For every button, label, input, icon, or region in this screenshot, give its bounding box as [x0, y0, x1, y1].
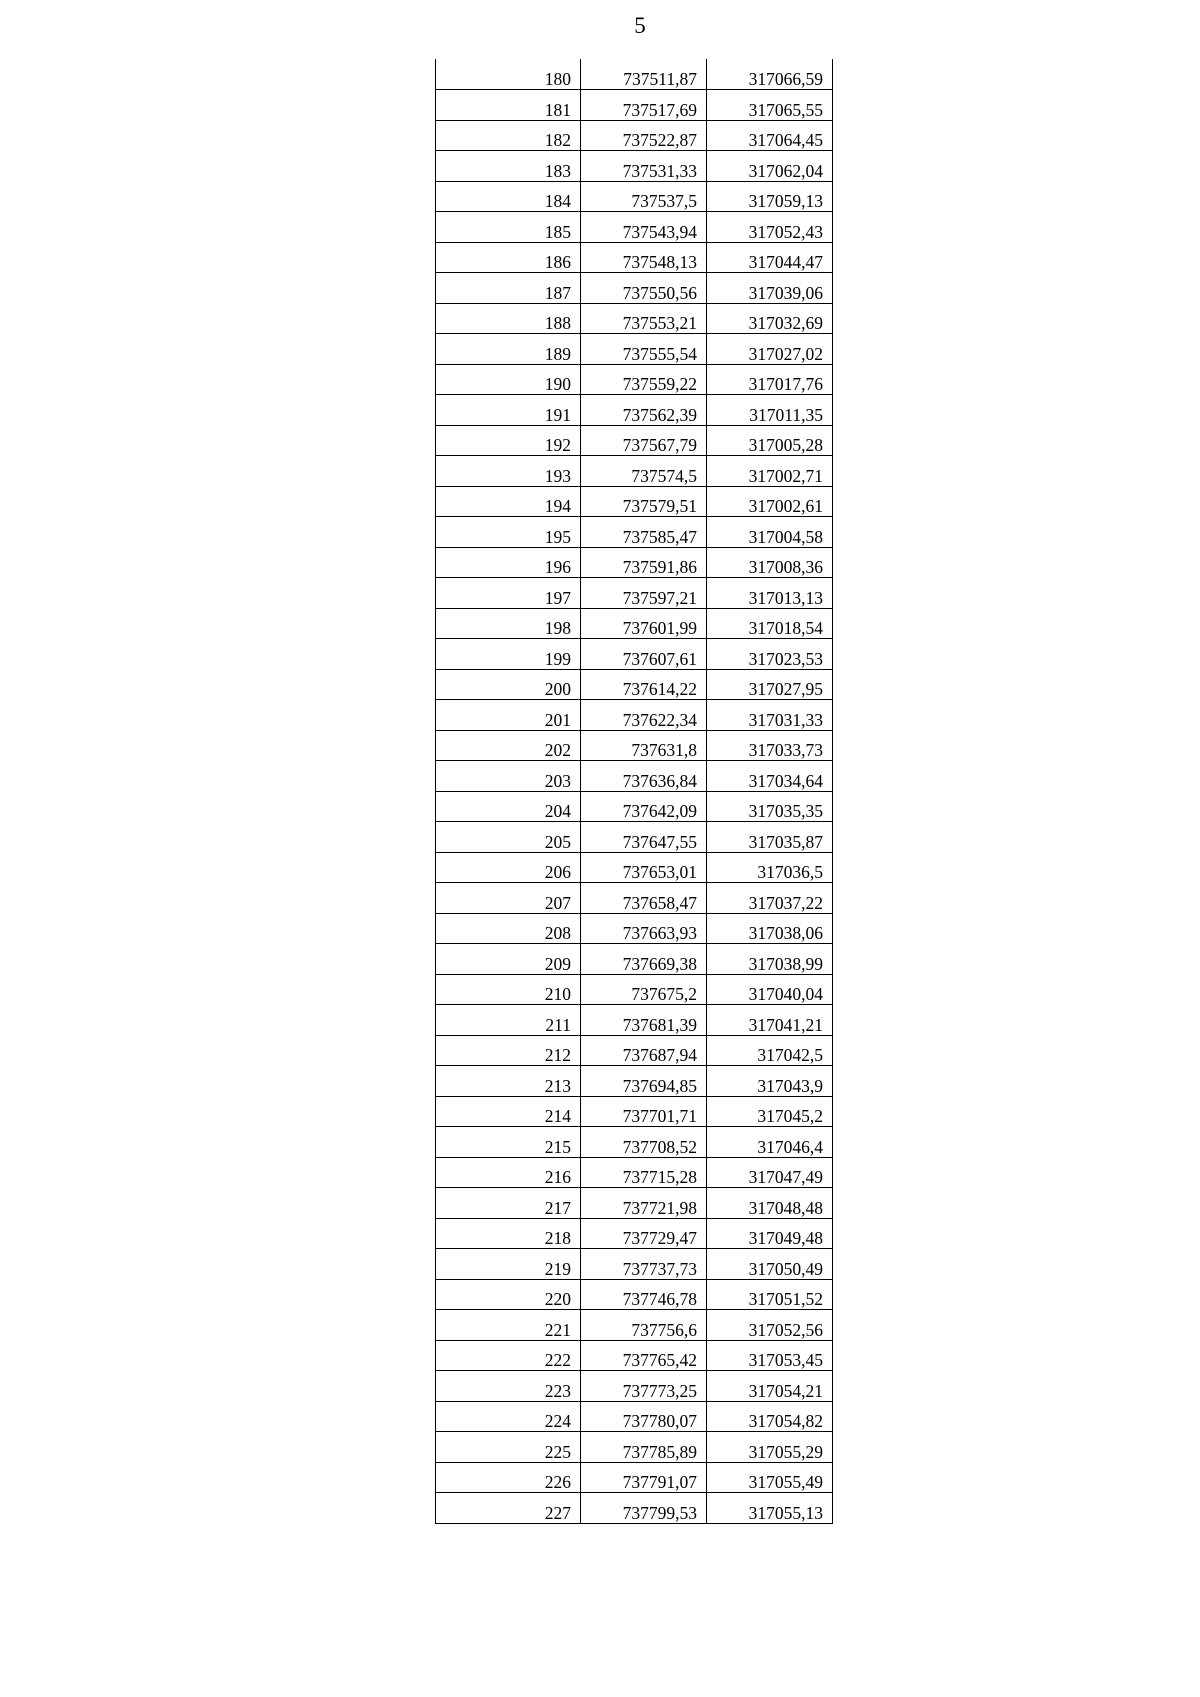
x-coordinate-cell: 737765,42 — [581, 1340, 707, 1371]
y-coordinate-cell: 317043,9 — [707, 1066, 833, 1097]
x-coordinate-cell: 737799,53 — [581, 1493, 707, 1524]
x-coordinate-cell: 737708,52 — [581, 1127, 707, 1158]
x-coordinate-cell: 737694,85 — [581, 1066, 707, 1097]
y-coordinate-cell: 317018,54 — [707, 608, 833, 639]
x-coordinate-cell: 737562,39 — [581, 395, 707, 426]
y-coordinate-cell: 317065,55 — [707, 90, 833, 121]
table-row — [436, 1218, 833, 1249]
x-coordinate-cell: 737658,47 — [581, 883, 707, 914]
y-coordinate-cell: 317066,59 — [707, 59, 833, 90]
x-coordinate-cell: 737687,94 — [581, 1035, 707, 1066]
table-row — [436, 1493, 833, 1524]
x-coordinate-cell: 737517,69 — [581, 90, 707, 121]
x-coordinate-cell: 737746,78 — [581, 1279, 707, 1310]
y-coordinate-cell: 317055,49 — [707, 1462, 833, 1493]
y-coordinate-cell: 317064,45 — [707, 120, 833, 151]
y-coordinate-cell: 317017,76 — [707, 364, 833, 395]
table-row — [436, 181, 833, 212]
y-coordinate-cell: 317041,21 — [707, 1005, 833, 1036]
y-coordinate-cell: 317054,82 — [707, 1401, 833, 1432]
table-row — [436, 303, 833, 334]
table-row — [436, 1310, 833, 1341]
table-row — [436, 1340, 833, 1371]
table-row — [436, 730, 833, 761]
point-number-cell: 213 — [436, 1066, 581, 1097]
y-coordinate-cell: 317044,47 — [707, 242, 833, 273]
y-coordinate-cell: 317008,36 — [707, 547, 833, 578]
table-row — [436, 761, 833, 792]
x-coordinate-cell: 737737,73 — [581, 1249, 707, 1280]
y-coordinate-cell: 317005,28 — [707, 425, 833, 456]
x-coordinate-cell: 737559,22 — [581, 364, 707, 395]
x-coordinate-cell: 737721,98 — [581, 1188, 707, 1219]
x-coordinate-cell: 737601,99 — [581, 608, 707, 639]
point-number-cell: 185 — [436, 212, 581, 243]
y-coordinate-cell: 317046,4 — [707, 1127, 833, 1158]
table-row — [436, 486, 833, 517]
y-coordinate-cell: 317040,04 — [707, 974, 833, 1005]
x-coordinate-cell: 737780,07 — [581, 1401, 707, 1432]
point-number-cell: 209 — [436, 944, 581, 975]
point-number-cell: 184 — [436, 181, 581, 212]
point-number-cell: 214 — [436, 1096, 581, 1127]
coordinates-table-body — [436, 59, 833, 1523]
point-number-cell: 183 — [436, 151, 581, 182]
point-number-cell: 181 — [436, 90, 581, 121]
point-number-cell: 206 — [436, 852, 581, 883]
y-coordinate-cell: 317059,13 — [707, 181, 833, 212]
y-coordinate-cell: 317053,45 — [707, 1340, 833, 1371]
x-coordinate-cell: 737653,01 — [581, 852, 707, 883]
table-row — [436, 242, 833, 273]
table-row — [436, 517, 833, 548]
y-coordinate-cell: 317027,95 — [707, 669, 833, 700]
point-number-cell: 212 — [436, 1035, 581, 1066]
table-row — [436, 791, 833, 822]
table-row — [436, 547, 833, 578]
point-number-cell: 188 — [436, 303, 581, 334]
point-number-cell: 221 — [436, 1310, 581, 1341]
table-row — [436, 395, 833, 426]
x-coordinate-cell: 737591,86 — [581, 547, 707, 578]
page-number: 5 — [634, 13, 646, 38]
y-coordinate-cell: 317048,48 — [707, 1188, 833, 1219]
point-number-cell: 180 — [436, 59, 581, 90]
y-coordinate-cell: 317055,29 — [707, 1432, 833, 1463]
point-number-cell: 226 — [436, 1462, 581, 1493]
table-row — [436, 944, 833, 975]
x-coordinate-cell: 737553,21 — [581, 303, 707, 334]
point-number-cell: 200 — [436, 669, 581, 700]
point-number-cell: 198 — [436, 608, 581, 639]
y-coordinate-cell: 317011,35 — [707, 395, 833, 426]
point-number-cell: 197 — [436, 578, 581, 609]
x-coordinate-cell: 737681,39 — [581, 1005, 707, 1036]
y-coordinate-cell: 317002,61 — [707, 486, 833, 517]
x-coordinate-cell: 737785,89 — [581, 1432, 707, 1463]
table-row — [436, 1157, 833, 1188]
y-coordinate-cell: 317050,49 — [707, 1249, 833, 1280]
point-number-cell: 224 — [436, 1401, 581, 1432]
y-coordinate-cell: 317035,35 — [707, 791, 833, 822]
x-coordinate-cell: 737636,84 — [581, 761, 707, 792]
table-row — [436, 822, 833, 853]
y-coordinate-cell: 317055,13 — [707, 1493, 833, 1524]
x-coordinate-cell: 737522,87 — [581, 120, 707, 151]
table-row — [436, 1005, 833, 1036]
y-coordinate-cell: 317032,69 — [707, 303, 833, 334]
table-row — [436, 1188, 833, 1219]
y-coordinate-cell: 317049,48 — [707, 1218, 833, 1249]
x-coordinate-cell: 737729,47 — [581, 1218, 707, 1249]
point-number-cell: 191 — [436, 395, 581, 426]
table-row — [436, 364, 833, 395]
x-coordinate-cell: 737531,33 — [581, 151, 707, 182]
x-coordinate-cell: 737791,07 — [581, 1462, 707, 1493]
point-number-cell: 196 — [436, 547, 581, 578]
x-coordinate-cell: 737631,8 — [581, 730, 707, 761]
point-number-cell: 192 — [436, 425, 581, 456]
table-row — [436, 425, 833, 456]
table-row — [436, 212, 833, 243]
y-coordinate-cell: 317038,06 — [707, 913, 833, 944]
y-coordinate-cell: 317035,87 — [707, 822, 833, 853]
point-number-cell: 182 — [436, 120, 581, 151]
point-number-cell: 199 — [436, 639, 581, 670]
x-coordinate-cell: 737543,94 — [581, 212, 707, 243]
table-row — [436, 974, 833, 1005]
table-row — [436, 1279, 833, 1310]
point-number-cell: 202 — [436, 730, 581, 761]
point-number-cell: 204 — [436, 791, 581, 822]
point-number-cell: 193 — [436, 456, 581, 487]
table-row — [436, 608, 833, 639]
x-coordinate-cell: 737701,71 — [581, 1096, 707, 1127]
table-row — [436, 334, 833, 365]
x-coordinate-cell: 737567,79 — [581, 425, 707, 456]
y-coordinate-cell: 317033,73 — [707, 730, 833, 761]
point-number-cell: 203 — [436, 761, 581, 792]
table-row — [436, 639, 833, 670]
x-coordinate-cell: 737663,93 — [581, 913, 707, 944]
table-row — [436, 1462, 833, 1493]
table-row — [436, 1096, 833, 1127]
point-number-cell: 216 — [436, 1157, 581, 1188]
point-number-cell: 194 — [436, 486, 581, 517]
table-row — [436, 1401, 833, 1432]
x-coordinate-cell: 737647,55 — [581, 822, 707, 853]
point-number-cell: 218 — [436, 1218, 581, 1249]
x-coordinate-cell: 737511,87 — [581, 59, 707, 90]
point-number-cell: 220 — [436, 1279, 581, 1310]
table-row — [436, 1371, 833, 1402]
table-row — [436, 578, 833, 609]
table-row — [436, 883, 833, 914]
x-coordinate-cell: 737550,56 — [581, 273, 707, 304]
x-coordinate-cell: 737614,22 — [581, 669, 707, 700]
point-number-cell: 195 — [436, 517, 581, 548]
y-coordinate-cell: 317023,53 — [707, 639, 833, 670]
table-row — [436, 1127, 833, 1158]
table-row — [436, 1249, 833, 1280]
point-number-cell: 215 — [436, 1127, 581, 1158]
x-coordinate-cell: 737585,47 — [581, 517, 707, 548]
y-coordinate-cell: 317031,33 — [707, 700, 833, 731]
y-coordinate-cell: 317036,5 — [707, 852, 833, 883]
x-coordinate-cell: 737622,34 — [581, 700, 707, 731]
y-coordinate-cell: 317052,43 — [707, 212, 833, 243]
table-row — [436, 59, 833, 90]
y-coordinate-cell: 317002,71 — [707, 456, 833, 487]
x-coordinate-cell: 737715,28 — [581, 1157, 707, 1188]
point-number-cell: 210 — [436, 974, 581, 1005]
x-coordinate-cell: 737773,25 — [581, 1371, 707, 1402]
point-number-cell: 207 — [436, 883, 581, 914]
point-number-cell: 217 — [436, 1188, 581, 1219]
y-coordinate-cell: 317042,5 — [707, 1035, 833, 1066]
x-coordinate-cell: 737548,13 — [581, 242, 707, 273]
y-coordinate-cell: 317037,22 — [707, 883, 833, 914]
point-number-cell: 223 — [436, 1371, 581, 1402]
y-coordinate-cell: 317004,58 — [707, 517, 833, 548]
x-coordinate-cell: 737579,51 — [581, 486, 707, 517]
table-row — [436, 669, 833, 700]
point-number-cell: 190 — [436, 364, 581, 395]
table-row — [436, 151, 833, 182]
x-coordinate-cell: 737597,21 — [581, 578, 707, 609]
point-number-cell: 222 — [436, 1340, 581, 1371]
y-coordinate-cell: 317038,99 — [707, 944, 833, 975]
point-number-cell: 219 — [436, 1249, 581, 1280]
table-row — [436, 456, 833, 487]
table-row — [436, 913, 833, 944]
x-coordinate-cell: 737675,2 — [581, 974, 707, 1005]
point-number-cell: 189 — [436, 334, 581, 365]
y-coordinate-cell: 317062,04 — [707, 151, 833, 182]
y-coordinate-cell: 317047,49 — [707, 1157, 833, 1188]
table-row — [436, 1035, 833, 1066]
table-row — [436, 273, 833, 304]
point-number-cell: 187 — [436, 273, 581, 304]
y-coordinate-cell: 317039,06 — [707, 273, 833, 304]
y-coordinate-cell: 317054,21 — [707, 1371, 833, 1402]
table-row — [436, 120, 833, 151]
x-coordinate-cell: 737756,6 — [581, 1310, 707, 1341]
y-coordinate-cell: 317013,13 — [707, 578, 833, 609]
y-coordinate-cell: 317052,56 — [707, 1310, 833, 1341]
y-coordinate-cell: 317027,02 — [707, 334, 833, 365]
x-coordinate-cell: 737607,61 — [581, 639, 707, 670]
point-number-cell: 208 — [436, 913, 581, 944]
table-row — [436, 852, 833, 883]
table-row — [436, 90, 833, 121]
y-coordinate-cell: 317045,2 — [707, 1096, 833, 1127]
point-number-cell: 201 — [436, 700, 581, 731]
point-number-cell: 225 — [436, 1432, 581, 1463]
table-row — [436, 1432, 833, 1463]
x-coordinate-cell: 737669,38 — [581, 944, 707, 975]
point-number-cell: 227 — [436, 1493, 581, 1524]
x-coordinate-cell: 737555,54 — [581, 334, 707, 365]
point-number-cell: 211 — [436, 1005, 581, 1036]
x-coordinate-cell: 737537,5 — [581, 181, 707, 212]
y-coordinate-cell: 317034,64 — [707, 761, 833, 792]
y-coordinate-cell: 317051,52 — [707, 1279, 833, 1310]
point-number-cell: 186 — [436, 242, 581, 273]
point-number-cell: 205 — [436, 822, 581, 853]
x-coordinate-cell: 737574,5 — [581, 456, 707, 487]
coordinates-table — [435, 59, 833, 1524]
table-row — [436, 700, 833, 731]
table-row — [436, 1066, 833, 1097]
x-coordinate-cell: 737642,09 — [581, 791, 707, 822]
